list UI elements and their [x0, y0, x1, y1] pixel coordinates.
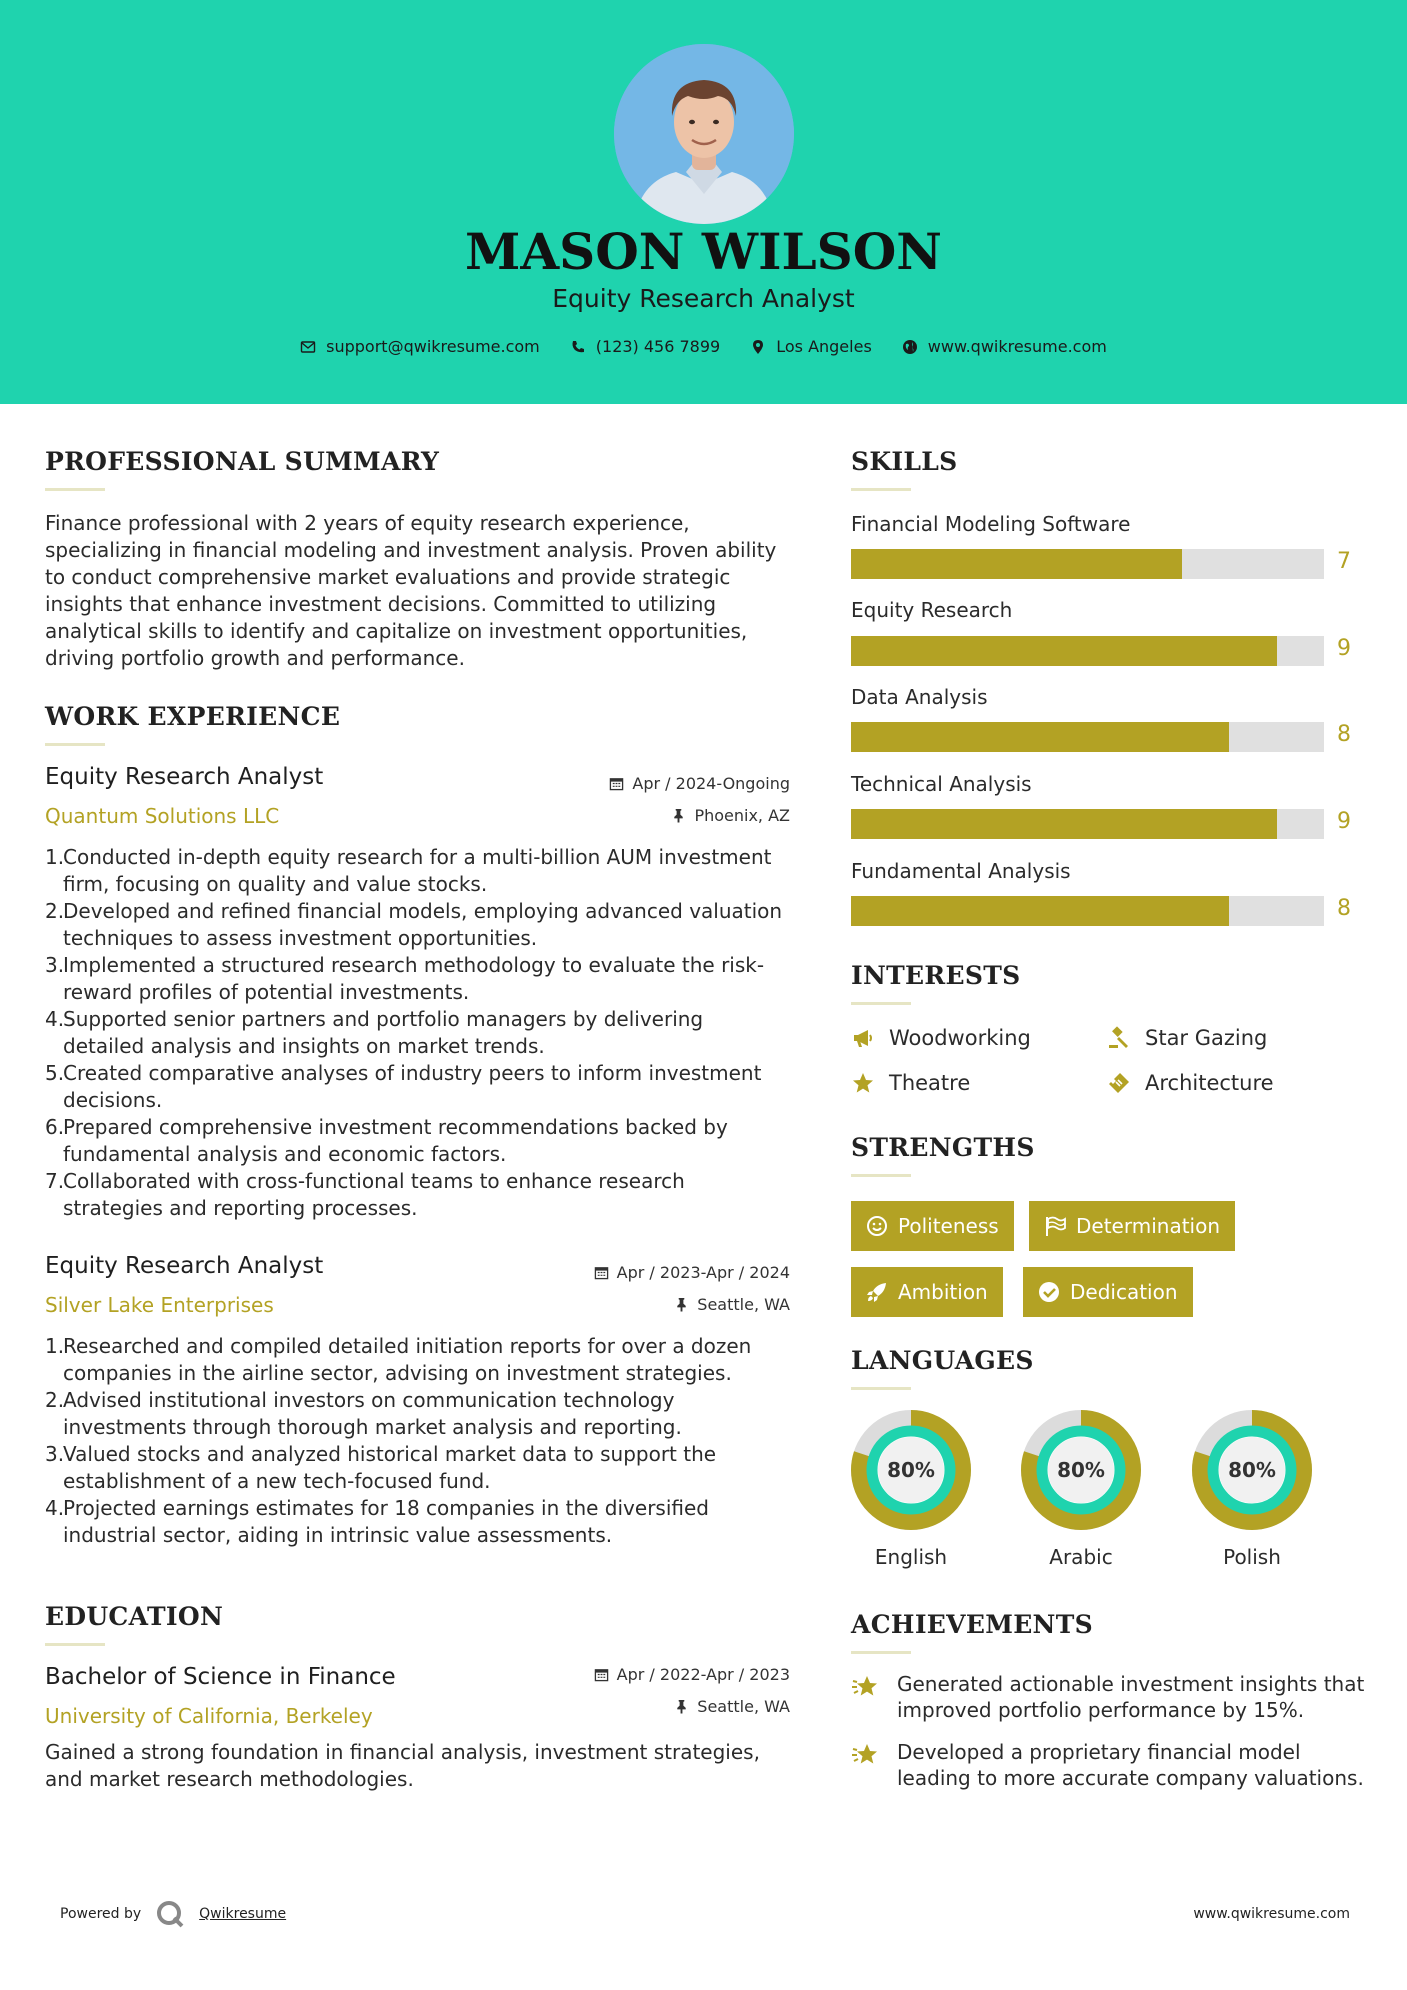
interest-label: Star Gazing [1145, 1026, 1268, 1050]
job-1-location [490, 806, 790, 825]
strength-label: Ambition [898, 1280, 988, 1304]
profile-photo [614, 44, 794, 224]
skill-name: Technical Analysis [851, 772, 1032, 796]
strengths-underline [851, 1174, 911, 1177]
job-2-title: Equity Research Analyst [45, 1253, 324, 1279]
skill-bar-fill [851, 722, 1229, 752]
achievement-text: Developed a proprietary financial model leading to more accurate company valuations. [897, 1740, 1364, 1790]
map-pin-icon [750, 339, 766, 355]
strength-badge [1023, 1267, 1193, 1317]
achievements-heading: ACHIEVEMENTS [851, 1610, 1093, 1639]
language-name: Arabic [1049, 1545, 1113, 1569]
pushpin-icon [674, 1297, 689, 1312]
skill-bar [851, 549, 1324, 579]
gavel-icon [1107, 1026, 1131, 1050]
flag-icon [1044, 1215, 1066, 1237]
achievement-item [851, 1671, 1371, 1723]
skill-level: 8 [1337, 896, 1351, 921]
contact-email-text: support@qwikresume.com [326, 337, 540, 356]
calendar-icon [594, 1667, 609, 1682]
candidate-title: Equity Research Analyst [552, 284, 855, 313]
ticket-icon [1107, 1071, 1131, 1095]
job-1-title: Equity Research Analyst [45, 764, 324, 790]
strength-label: Dedication [1070, 1280, 1178, 1304]
strength-badge [1029, 1201, 1235, 1251]
skill-bar [851, 722, 1324, 752]
experience-underline [45, 743, 105, 746]
achievements-underline [851, 1651, 911, 1654]
achievement-item [851, 1739, 1371, 1791]
footer-website[interactable]: www.qwikresume.com [1193, 1906, 1350, 1922]
megaphone-icon [851, 1026, 875, 1050]
interests-heading: INTERESTS [851, 961, 1021, 990]
skill-name: Fundamental Analysis [851, 859, 1071, 883]
smile-icon [866, 1215, 888, 1237]
language-ring [1191, 1409, 1313, 1531]
interest-item [1107, 1026, 1267, 1050]
skill-bar-fill [851, 636, 1277, 666]
language-ring [1020, 1409, 1142, 1531]
language-name: English [874, 1545, 948, 1569]
interest-item [851, 1026, 1031, 1050]
job-1-location-text: Phoenix, AZ [694, 806, 790, 825]
summary-underline [45, 488, 105, 491]
contact-email[interactable] [300, 337, 540, 356]
pushpin-icon [674, 1699, 689, 1714]
interest-item [851, 1071, 970, 1095]
summary-heading: PROFESSIONAL SUMMARY [45, 447, 440, 476]
list-item: 7. Collaborated with cross-functional teams to enhance research strategies and reporting processes. [45, 1169, 685, 1220]
job-2-dates [490, 1263, 790, 1282]
strengths-heading: STRENGTHS [851, 1133, 1035, 1162]
job-2-location-text: Seattle, WA [697, 1295, 790, 1314]
list-item: 3. Valued stocks and analyzed historical market data to support the establishment of a new tech-focused fund. [45, 1442, 717, 1493]
language-name: Polish [1223, 1545, 1281, 1569]
interest-label: Architecture [1145, 1071, 1274, 1095]
strength-badge [851, 1201, 1014, 1251]
pushpin-icon [671, 808, 686, 823]
strength-label: Politeness [898, 1214, 999, 1238]
contact-location [750, 337, 872, 356]
list-item: 2. Developed and refined financial models, employing advanced valuation techniques to assess investment opportunities. [45, 899, 783, 950]
skill-bar [851, 896, 1324, 926]
list-item: 4. Projected earnings estimates for 18 companies in the diversified industrial sector, aiding in intrinsic value assessments. [45, 1496, 709, 1547]
language-ring [850, 1409, 972, 1531]
list-item: 5. Created comparative analyses of industry peers to inform investment decisions. [45, 1061, 762, 1112]
skill-level: 9 [1337, 636, 1351, 661]
rocket-icon [866, 1281, 888, 1303]
skill-name: Financial Modeling Software [851, 512, 1131, 536]
calendar-icon [609, 776, 624, 791]
list-item: 2. Advised institutional investors on communication technology investments through thorough market analysis and reporting. [45, 1388, 682, 1439]
contact-website-text: www.qwikresume.com [927, 337, 1107, 356]
skill-name: Data Analysis [851, 685, 988, 709]
list-item: 1. Conducted in-depth equity research for a multi-billion AUM investment firm, focusing on quality and value stocks. [45, 845, 772, 896]
skill-bar-fill [851, 896, 1229, 926]
skill-bar-fill [851, 809, 1277, 839]
interest-item [1107, 1071, 1274, 1095]
languages-heading: LANGUAGES [851, 1346, 1034, 1375]
candidate-name: MASON WILSON [465, 222, 942, 281]
language-gauge [1191, 1409, 1313, 1535]
skills-heading: SKILLS [851, 447, 958, 476]
skill-level: 9 [1337, 809, 1351, 834]
skills-underline [851, 488, 911, 491]
job-2-dates-text: Apr / 2023-Apr / 2024 [616, 1263, 790, 1282]
interest-label: Theatre [889, 1071, 971, 1095]
header-banner [0, 0, 1407, 404]
skill-level: 7 [1337, 549, 1351, 574]
phone-icon [570, 339, 586, 355]
experience-heading: WORK EXPERIENCE [45, 702, 341, 731]
globe-icon [902, 339, 918, 355]
skill-bar-fill [851, 549, 1182, 579]
skill-bar [851, 809, 1324, 839]
award-star-icon [851, 1673, 883, 1701]
skill-bar [851, 636, 1324, 666]
strength-label: Determination [1076, 1214, 1221, 1238]
contact-phone-text: (123) 456 7899 [595, 337, 721, 356]
summary-text: Finance professional with 2 years of equity research experience, specializing in financial modeling and investment analysis. Proven ability to conduct comprehensive market evaluations and provide strategic insights that enhance investment decisions. Committed to utilizing analytical skills to identify and capitalize on investment opportunities, driving portfolio growth and performance. [45, 511, 777, 670]
list-item: 3. Implemented a structured research methodology to evaluate the risk-reward profiles of potential investments. [45, 953, 765, 1004]
list-item: 1. Researched and compiled detailed initiation reports for over a dozen companies in the airline sector, advising on investment strategies. [45, 1334, 752, 1385]
education-underline [45, 1643, 105, 1646]
education-location-text: Seattle, WA [697, 1697, 790, 1716]
education-dates [490, 1665, 790, 1684]
job-1-dates-text: Apr / 2024-Ongoing [632, 774, 790, 793]
language-percent: 80% [887, 1458, 935, 1482]
envelope-icon [300, 339, 316, 355]
contact-phone[interactable] [570, 337, 720, 356]
footer-powered-by [60, 1899, 286, 1929]
calendar-icon [594, 1265, 609, 1280]
job-1-company: Quantum Solutions LLC [45, 804, 280, 828]
language-percent: 80% [1228, 1458, 1276, 1482]
language-percent: 80% [1057, 1458, 1105, 1482]
education-location [490, 1697, 790, 1716]
check-circle-icon [1038, 1281, 1060, 1303]
job-2-location [490, 1295, 790, 1314]
award-star-icon [851, 1741, 883, 1769]
job-1-dates [490, 774, 790, 793]
contact-website[interactable] [902, 337, 1107, 356]
achievement-text: Generated actionable investment insights that improved portfolio performance by 15%. [897, 1672, 1365, 1722]
education-degree: Bachelor of Science in Finance [45, 1664, 396, 1690]
strength-badge [851, 1267, 1003, 1317]
star-icon [851, 1071, 875, 1095]
contact-location-text: Los Angeles [776, 337, 872, 356]
education-school: University of California, Berkeley [45, 1704, 373, 1728]
contact-row [0, 337, 1407, 356]
language-gauge [850, 1409, 972, 1535]
powered-by-text: Powered by [60, 1906, 142, 1922]
education-heading: EDUCATION [45, 1602, 224, 1631]
interests-underline [851, 1002, 911, 1005]
education-description: Gained a strong foundation in financial analysis, investment strategies, and market research methodologies. [45, 1740, 760, 1791]
skill-name: Equity Research [851, 598, 1013, 622]
skill-level: 8 [1337, 722, 1351, 747]
job-2-company: Silver Lake Enterprises [45, 1293, 274, 1317]
education-dates-text: Apr / 2022-Apr / 2023 [616, 1665, 790, 1684]
list-item: 4. Supported senior partners and portfolio managers by delivering detailed analysis and insights on market trends. [45, 1007, 704, 1058]
list-item: 6. Prepared comprehensive investment recommendations backed by fundamental analysis and economic factors. [45, 1115, 728, 1166]
job-2-bullets [45, 1333, 790, 1549]
job-1-bullets [45, 844, 790, 1222]
interest-label: Woodworking [889, 1026, 1031, 1050]
brand-link[interactable]: Qwikresume [199, 1906, 287, 1922]
language-gauge [1020, 1409, 1142, 1535]
qwikresume-logo-icon [155, 1899, 185, 1929]
languages-underline [851, 1387, 911, 1390]
